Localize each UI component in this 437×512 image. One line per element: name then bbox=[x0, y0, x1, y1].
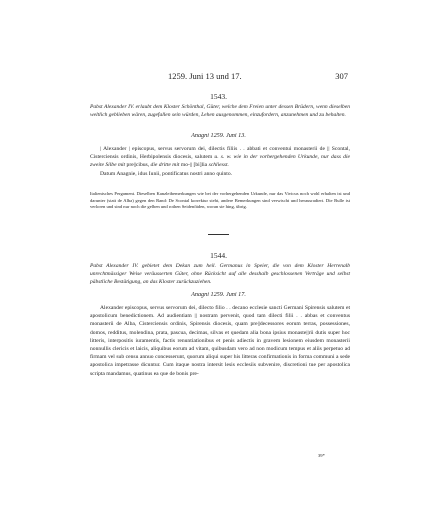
editorial-note: u. s. w. wie in der vorhergehenden Urkunde, nur dass die zweite Silbe mit bbox=[90, 154, 350, 169]
document-number-1543: 1543. bbox=[210, 92, 227, 101]
editorial-note: die dritte mit bbox=[150, 162, 180, 169]
printer-signature: 39* bbox=[318, 453, 325, 458]
regest-1544: Pabst Alexander IV. gebietet dem Dekan zum heil. Germanus in Speier, die von dem Kloster Herrenalb unrechtmässiger Weise veräusserten Güter, ohne Rücksicht auf alle desshalb geschlossenen Verträge und selbst päbstliche Bestätigung, an das Kloster zurückzuziehen. bbox=[90, 263, 350, 286]
section-divider bbox=[208, 234, 229, 235]
text-paragraph: Alexander episcopus, servus servorum dei, dilecto filio . . decano ecclesie sancti Germani Spirensis salutem et apostolicum benedictionem. Ad audientiam || nostram pervenit, quod tam dilecti filii . . abbas et conventus monasterii de Alba, Cisterciensis ordinis, Spirensis diocesis, quam pre||decessores eorum terras, possessiones, domos, redditus, molendina, prata, pascua, decimas, silvas et quedam alia bona ipsius monaste||rii dutis super hoc litteris, interpositis iuramentis, factis renuntiationibus et penis adiectis in gravem lesionem eiusdem monasterii nonnullis clericis et laicis, aliquibus eorum ad vitam, quibusdam vero ad non modicum tempus et aliis perpetuo ad firmam vel sub censu annuo concesserunt, quorum aliqui super his litteras confirmationis in forma communi a sede apostolica impetrasse dicuntur. Cum itaque nostra intersit lesis ecclesiis subvenire, discretioni tue per apostolica scripta mandamus, quatinus ea que de bonis pre- bbox=[90, 305, 350, 377]
text-paragraph bbox=[90, 145, 350, 170]
datum-line: Datum Anagnie, idus Iunii, pontificatus nostri anno quinto. bbox=[100, 170, 233, 177]
document-text-1544 bbox=[90, 304, 350, 378]
running-header-date: 1259. Juni 13 und 17. bbox=[168, 71, 242, 81]
text-segment: pre||cibus, bbox=[126, 162, 150, 169]
running-header bbox=[0, 71, 437, 83]
dateline-1544: Anagni 1259. Juni 17. bbox=[191, 291, 246, 298]
page-number: 307 bbox=[335, 71, 348, 81]
text-segment: mo-|| [bi]lia bbox=[180, 162, 208, 169]
document-number-1544: 1544. bbox=[210, 251, 227, 260]
archival-notes-1543: Italienisches Pergament. Dieselben Kanzleibemerkungen wie bei der vorhergehenden Urkunde, nur das Vivicus noch wohl erhalten ist und darunter (statt de Alba) gegen den Rand: De Scontal korrektur steht, andere Bemerkungen sind verwischt und herausradiert. Die Bulle ist verloren und sind nur noch die gelben und rothen Seidenfäden, woran sie hing, übrig. bbox=[90, 191, 350, 209]
editorial-note: schliesst. bbox=[208, 162, 229, 169]
document-text-1543 bbox=[90, 145, 350, 178]
regest-1543: Pabst Alexander IV. erlaubt dem Kloster Schönthal, Güter, welche dem Freien unter dessen Brüdern, wenn dieselben weltlich geblieben wären, zugefallen sein würden, Lehen ausgenommen, einzufordern, anzunehmen und zu behalten. bbox=[90, 104, 350, 119]
text-segment: | Alexander | episcopus, servus servorum dei, dilectis filiis . . abbati et conventui monasterii de || Scontal, Cisterciensis ordinis, Herbipolensis diocesis, salutem bbox=[90, 146, 350, 161]
dateline-1543: Anagni 1259. Juni 13. bbox=[191, 132, 246, 139]
